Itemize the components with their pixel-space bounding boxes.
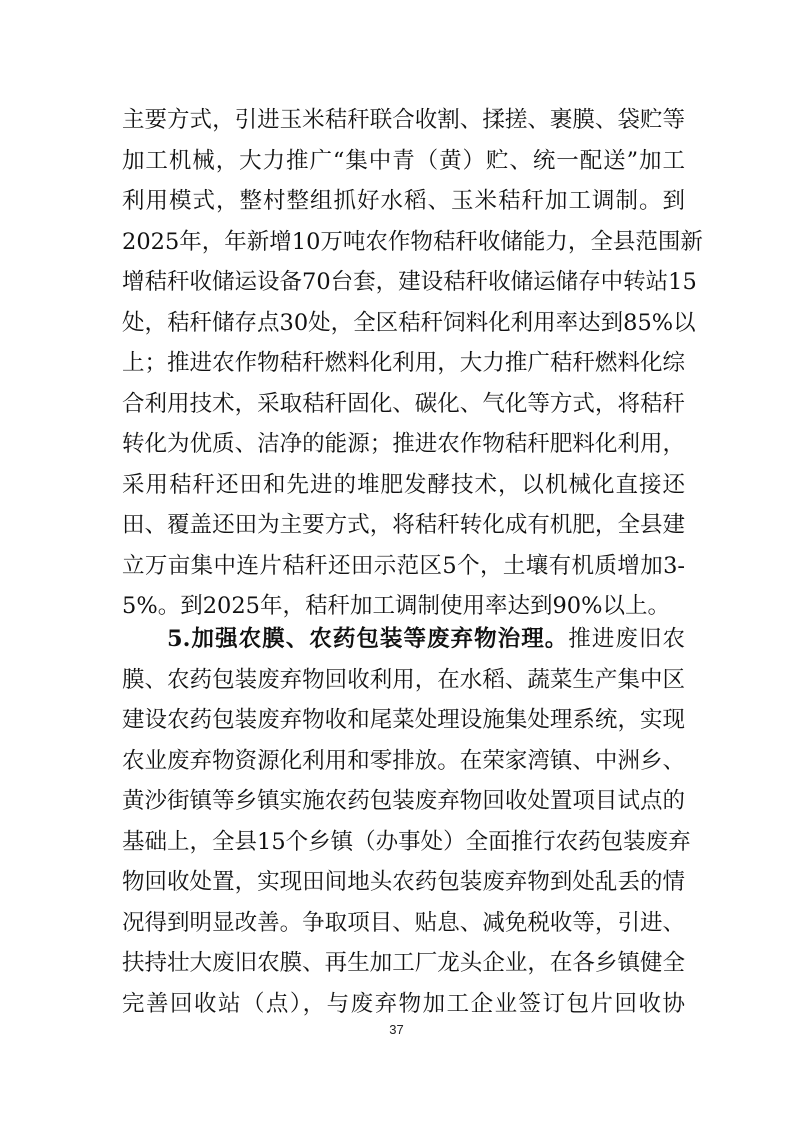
text-line: 物回收处置，实现田间地头农药包装废弃物到处乱丢的情 [122,869,685,895]
text-line: 黄沙街镇等乡镇实施农药包装废弃物回收处置项目试点的 [122,788,685,814]
text-line: 5%。到2025年，秸秆加工调制使用率达到90%以上。 [122,593,670,619]
text-line: 上；推进农作物秸秆燃料化利用，大力推广秸秆燃料化综 [122,350,685,376]
text-line: 利用模式，整村整组抓好水稻、玉米秸秆加工调制。到 [122,188,685,214]
text-line-first [122,619,685,660]
text-line: 农业废弃物资源化利用和零排放。在荣家湾镇、中洲乡、 [122,747,685,774]
text-line: 田、覆盖还田为主要方式，将秸秆转化成有机肥，全县建 [122,512,685,538]
text-line: 转化为优质、洁净的能源；推进农作物秸秆肥料化利用， [122,431,685,457]
text-line: 基础上，全县15个乡镇（办事处）全面推行农药包装废弃 [122,828,691,855]
text-line: 完善回收站（点），与废弃物加工企业签订包片回收协 [122,990,685,1017]
paragraph-straw-utilization [122,100,703,627]
paragraph-waste-treatment [122,619,691,1024]
text-line: 合利用技术，采取秸秆固化、碳化、气化等方式，将秸秆 [122,390,685,417]
page-number: 37 [389,1022,404,1037]
text-line: 采用秸秆还田和先进的堆肥发酵技术，以机械化直接还 [122,471,685,498]
text-line: 立万亩集中连片秸秆还田示范区5个，土壤有机质增加3- [122,552,685,579]
text-line: 增秸秆收储运设备70台套，建设秸秆收储运储存中转站15 [122,269,697,295]
text-line: 膜、农药包装废弃物回收利用，在水稻、蔬菜生产集中区 [122,666,685,693]
text-line: 2025年，年新增10万吨农作物秸秆收储能力，全县范围新 [122,228,703,255]
text-line: 况得到明显改善。争取项目、贴息、减免税收等，引进、 [122,909,685,936]
text-run: 推进废旧农 [568,626,685,652]
text-line: 加工机械，大力推广“集中青（黄）贮、统一配送”加工 [122,147,685,174]
text-line: 处，秸秆储存点30处，全区秸秆饲料化利用率达到85%以 [122,309,696,336]
text-line: 主要方式，引进玉米秸秆联合收割、揉搓、裹膜、袋贮等 [122,107,685,133]
section-heading: 5.加强农膜、农药包装等废弃物治理。 [167,626,569,652]
text-line: 扶持壮大废旧农膜、再生加工厂龙头企业，在各乡镇健全 [122,950,685,976]
text-line: 建设农药包装废弃物收和尾菜处理设施集处理系统，实现 [122,707,685,733]
